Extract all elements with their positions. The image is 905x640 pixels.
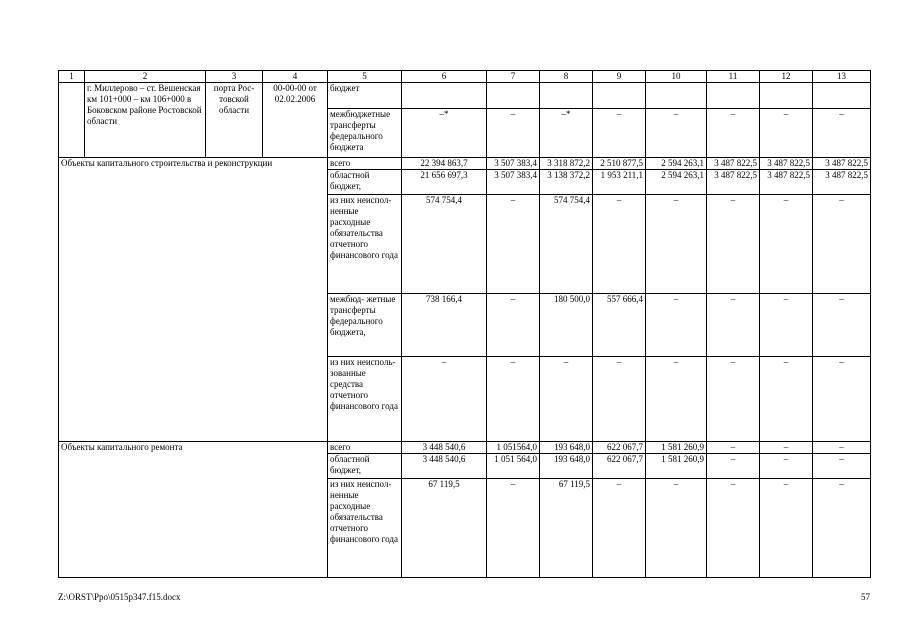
value-cell: 3 448 540,6 <box>402 454 487 479</box>
source-label: из них неисполь- зованные средства отчетного финансового года <box>328 357 402 442</box>
header-cell: 13 <box>813 71 871 83</box>
index-cell <box>59 83 85 158</box>
header-cell: 7 <box>487 71 540 83</box>
value-cell: 3 487 822,5 <box>760 158 813 170</box>
value-cell: 3 487 822,5 <box>707 158 760 170</box>
header-cell: 9 <box>593 71 646 83</box>
value-cell: – <box>646 294 707 357</box>
budget-table <box>58 70 871 578</box>
source-label: из них неиспол- ненные расходные обязательства отчетного финансового года <box>328 195 402 294</box>
header-cell: 5 <box>328 71 402 83</box>
value-cell: 193 648,0 <box>540 454 593 479</box>
header-cell: 2 <box>85 71 206 83</box>
value-cell: 557 666,4 <box>593 294 646 357</box>
source-label: всего <box>328 158 402 170</box>
value-cell: 21 656 697,3 <box>402 170 487 195</box>
value-cell: 3 138 372,2 <box>540 170 593 195</box>
value-cell: 1 051564,0 <box>487 442 540 454</box>
value-cell: – <box>760 454 813 479</box>
value-cell: – <box>593 479 646 578</box>
value-cell: – <box>813 109 871 158</box>
source-label: межбюд- жетные трансферты федерального бюджета, <box>328 294 402 357</box>
source-label: всего <box>328 442 402 454</box>
value-cell: – <box>813 195 871 294</box>
value-cell: 2 594 263,1 <box>646 170 707 195</box>
value-cell: 3 487 822,5 <box>707 170 760 195</box>
value-cell: 1 581 260,9 <box>646 442 707 454</box>
value-cell: – <box>646 195 707 294</box>
header-cell: 12 <box>760 71 813 83</box>
value-cell: 22 394 863,7 <box>402 158 487 170</box>
value-cell: 574 754,4 <box>540 195 593 294</box>
header-cell: 3 <box>206 71 263 83</box>
value-cell: – <box>813 357 871 442</box>
value-cell: –* <box>402 109 487 158</box>
value-cell: – <box>593 357 646 442</box>
header-cell: 10 <box>646 71 707 83</box>
header-cell: 4 <box>263 71 328 83</box>
value-cell: – <box>487 109 540 158</box>
value-cell: – <box>813 442 871 454</box>
value-cell: – <box>760 442 813 454</box>
value-cell: – <box>760 109 813 158</box>
value-cell: 1 051 564,0 <box>487 454 540 479</box>
value-cell: – <box>813 454 871 479</box>
customer-cell: порта Рос- товской области <box>206 83 263 158</box>
value-cell: 2 594 263,1 <box>646 158 707 170</box>
value-cell: 3 487 822,5 <box>813 158 871 170</box>
value-cell: – <box>760 195 813 294</box>
value-cell: – <box>813 294 871 357</box>
value-cell: – <box>760 357 813 442</box>
value-cell: 622 067,7 <box>593 442 646 454</box>
value-cell: 180 500,0 <box>540 294 593 357</box>
value-cell: 193 648,0 <box>540 442 593 454</box>
value-cell: – <box>707 454 760 479</box>
value-cell: 1 581 260,9 <box>646 454 707 479</box>
value-cell: 738 166,4 <box>402 294 487 357</box>
value-cell: – <box>707 294 760 357</box>
value-cell: – <box>487 357 540 442</box>
section-title: Объекты капитального ремонта <box>59 442 328 578</box>
value-cell: 67 119,5 <box>540 479 593 578</box>
value-cell: – <box>760 479 813 578</box>
value-cell: 1 953 211,1 <box>593 170 646 195</box>
value-cell: 622 067,7 <box>593 454 646 479</box>
value-cell: – <box>707 357 760 442</box>
source-label: из них неиспол- ненные расходные обязательства отчетного финансового года <box>328 479 402 578</box>
source-label: областной бюджет, <box>328 454 402 479</box>
source-label: областной бюджет, <box>328 170 402 195</box>
value-cell: – <box>707 109 760 158</box>
value-cell: – <box>593 195 646 294</box>
header-cell: 8 <box>540 71 593 83</box>
value-cell: 574 754,4 <box>402 195 487 294</box>
value-cell: 3 487 822,5 <box>813 170 871 195</box>
table-row <box>59 83 871 109</box>
value-cell: – <box>646 109 707 158</box>
value-cell: – <box>540 357 593 442</box>
header-cell: 1 <box>59 71 85 83</box>
value-cell: – <box>487 195 540 294</box>
file-path: Z:\ORST\Ppo\0515p347.f15.docx <box>58 592 181 602</box>
table-row <box>59 442 871 454</box>
value-cell: 3 448 540,6 <box>402 442 487 454</box>
value-cell: – <box>707 442 760 454</box>
document-cell: 00-00-00 от 02.02.2006 <box>263 83 328 158</box>
object-name-cell: г. Миллерово – ст. Вешенская км 101+000 – км 106+000 в Боковском районе Ростовской области <box>85 83 206 158</box>
section-title: Объекты капитального строительства и реконструкции <box>59 158 328 442</box>
value-cell: – <box>487 294 540 357</box>
value-cell: –* <box>540 109 593 158</box>
header-cell: 11 <box>707 71 760 83</box>
table-row <box>59 158 871 170</box>
header-cell: 6 <box>402 71 487 83</box>
value-cell: – <box>760 294 813 357</box>
value-cell: 3 318 872,2 <box>540 158 593 170</box>
header-row <box>59 71 871 83</box>
value-cell: – <box>593 109 646 158</box>
value-cell: 3 507 383,4 <box>487 170 540 195</box>
page-number: 57 <box>861 592 870 602</box>
value-cell: – <box>646 479 707 578</box>
value-cell: – <box>707 195 760 294</box>
value-cell: – <box>487 479 540 578</box>
value-cell: – <box>813 479 871 578</box>
value-cell: – <box>646 357 707 442</box>
document-page <box>58 70 870 578</box>
value-cell: – <box>402 357 487 442</box>
source-label: бюджет <box>328 83 402 109</box>
value-cell: 67 119,5 <box>402 479 487 578</box>
value-cell: 3 507 383,4 <box>487 158 540 170</box>
value-cell: 2 510 877,5 <box>593 158 646 170</box>
value-cell: – <box>707 479 760 578</box>
source-label: межбюджетные трансферты федерального бюджета <box>328 109 402 158</box>
value-cell: 3 487 822,5 <box>760 170 813 195</box>
